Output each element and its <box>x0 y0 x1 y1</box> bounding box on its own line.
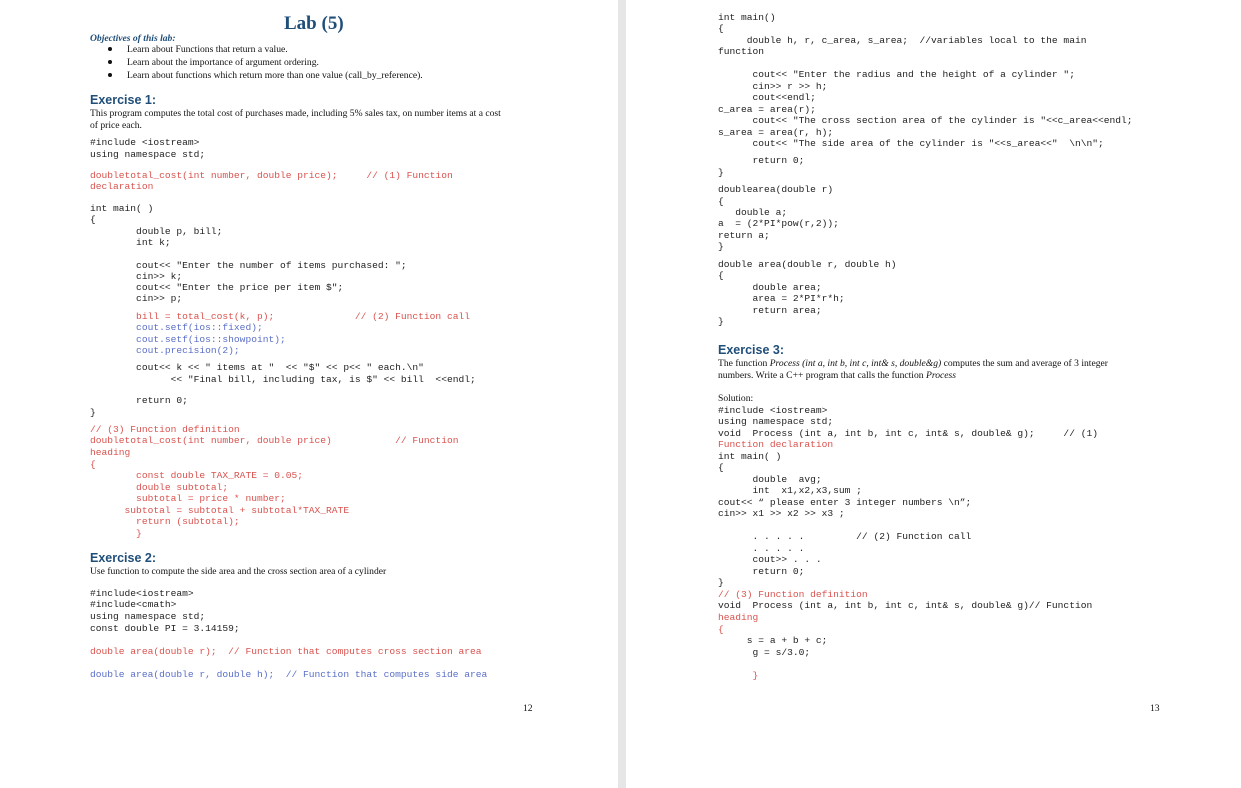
objective-item: Learn about functions which return more than one value (call_by_reference). <box>127 70 423 81</box>
code-line: cout<< “ please enter 3 integer numbers \n”; <box>718 497 972 508</box>
code-line: using namespace std; <box>718 416 834 427</box>
code-line: cin>> x1 >> x2 >> x3 ; <box>718 508 845 519</box>
function-declaration-line: doubletotal_cost(int number, double price); // (1) Function <box>90 170 453 181</box>
objective-item: Learn about the importance of argument ordering. <box>127 57 319 68</box>
code-line: int k; <box>90 237 171 248</box>
exercise-1-description: This program computes the total cost of purchases made, including 5% sales tax, on number items at a cost <box>90 108 501 119</box>
code-line: { <box>718 462 724 473</box>
code-line: #include <iostream> <box>718 405 828 416</box>
code-line: s = a + b + c; <box>718 635 828 646</box>
exercise-2-description: Use function to compute the side area and the cross section area of a cylinder <box>90 566 387 577</box>
objectives-heading: Objectives of this lab: <box>90 33 176 44</box>
page-12 <box>0 0 618 788</box>
solution-label: Solution: <box>718 393 754 404</box>
exercise-3-description: numbers. Write a C++ program that calls the function Process <box>718 370 956 381</box>
code-line: return 0; <box>90 395 188 406</box>
code-line: double area; <box>718 282 822 293</box>
code-line: . . . . . <box>718 543 805 554</box>
code-line: s_area = area(r, h); <box>718 127 834 138</box>
code-line: function <box>718 46 765 57</box>
code-line: int x1,x2,x3,sum ; <box>718 485 862 496</box>
code-line: { <box>718 23 724 34</box>
code-line: const double TAX_RATE = 0.05; <box>90 470 304 481</box>
code-line: a = (2*PI*pow(r,2)); <box>718 218 839 229</box>
code-line: #include<cmath> <box>90 599 177 610</box>
code-line: { <box>718 196 724 207</box>
function-declaration-line: declaration <box>90 181 154 192</box>
bullet-dot <box>108 60 112 64</box>
function-declaration-line: Function declaration <box>718 439 834 450</box>
function-call-line: . . . . . // (2) Function call <box>718 531 972 542</box>
code-line: cout<< k << " items at " << "$" << p<< " each.\n" <box>90 362 424 373</box>
code-line: int main( ) <box>718 451 782 462</box>
code-line: return (subtotal); <box>90 516 240 527</box>
code-line: cout<< "Enter the number of items purchased: "; <box>90 260 407 271</box>
code-line: cout.precision(2); <box>90 345 240 356</box>
function-heading-line: heading <box>90 447 131 458</box>
code-line: int main( ) <box>90 203 154 214</box>
code-line: { <box>90 214 96 225</box>
code-line: } <box>718 241 724 252</box>
code-line: cout.setf(ios::showpoint); <box>90 334 286 345</box>
code-line: } <box>718 316 724 327</box>
code-line: cin>> k; <box>90 271 183 282</box>
code-line: { <box>718 270 724 281</box>
function-call-line: bill = total_cost(k, p); // (2) Function call <box>90 311 470 322</box>
code-line: cin>> p; <box>90 293 183 304</box>
code-line: double h, r, c_area, s_area; //variables local to the main <box>718 35 1087 46</box>
function-heading-line: void Process (int a, int b, int c, int& s, double& g)// Function <box>718 600 1093 611</box>
code-line: double subtotal; <box>90 482 229 493</box>
code-line: cout>> . . . <box>718 554 822 565</box>
code-line: return a; <box>718 230 770 241</box>
code-line: #include <iostream> <box>90 137 200 148</box>
prototype-side-area: double area(double r, double h); // Function that computes side area <box>90 669 488 680</box>
code-line: using namespace std; <box>90 611 206 622</box>
code-line: } <box>718 167 724 178</box>
code-line: area = 2*PI*r*h; <box>718 293 845 304</box>
exercise-1-heading: Exercise 1: <box>90 93 157 107</box>
code-comment: // (3) Function definition <box>90 424 240 435</box>
function-heading-line: doubletotal_cost(int number, double price) // Function <box>90 435 459 446</box>
code-line: double avg; <box>718 474 822 485</box>
page-13 <box>626 0 1241 788</box>
bullet-dot <box>108 47 112 51</box>
code-line: double p, bill; <box>90 226 223 237</box>
code-line: double a; <box>718 207 788 218</box>
objective-item: Learn about Functions that return a value. <box>127 44 288 55</box>
code-line: c_area = area(r); <box>718 104 816 115</box>
code-line: void Process (int a, int b, int c, int& s, double& g); // (1) <box>718 428 1098 439</box>
code-comment: // (3) Function definition <box>718 589 868 600</box>
code-line: subtotal = subtotal + subtotal*TAX_RATE <box>90 505 350 516</box>
exercise-3-description: The function Process (int a, int b, int c, int& s, double&g) computes the sum and average of 3 integer <box>718 358 1108 369</box>
code-line: doublearea(double r) <box>718 184 834 195</box>
exercise-2-heading: Exercise 2: <box>90 551 157 565</box>
page-number: 12 <box>523 703 533 714</box>
code-line: cout<< "The cross section area of the cylinder is "<<c_area<<endl; <box>718 115 1133 126</box>
code-line: subtotal = price * number; <box>90 493 286 504</box>
code-line: << "Final bill, including tax, is $" << bill <<endl; <box>90 374 476 385</box>
bullet-dot <box>108 73 112 77</box>
code-line: g = s/3.0; <box>718 647 811 658</box>
exercise-1-description: of price each. <box>90 120 142 131</box>
function-heading-line: heading <box>718 612 759 623</box>
code-line: cout<< "Enter the radius and the height of a cylinder "; <box>718 69 1075 80</box>
code-line: cout<<endl; <box>718 92 816 103</box>
code-line: cout<< "The side area of the cylinder is "<<s_area<<" \n\n"; <box>718 138 1104 149</box>
code-line: } <box>90 407 96 418</box>
code-line: cin>> r >> h; <box>718 81 828 92</box>
code-line: } <box>718 670 759 681</box>
exercise-3-heading: Exercise 3: <box>718 343 785 357</box>
code-line: return 0; <box>718 566 805 577</box>
code-line: #include<iostream> <box>90 588 194 599</box>
code-line: { <box>90 459 96 470</box>
code-line: const double PI = 3.14159; <box>90 623 240 634</box>
code-line: { <box>718 624 724 635</box>
code-line: int main() <box>718 12 776 23</box>
code-line: return 0; <box>718 155 805 166</box>
code-line: double area(double r, double h) <box>718 259 897 270</box>
page-number: 13 <box>1150 703 1160 714</box>
code-line: } <box>718 577 724 588</box>
code-line: using namespace std; <box>90 149 206 160</box>
code-line: return area; <box>718 305 822 316</box>
prototype-cross-section: double area(double r); // Function that computes cross section area <box>90 646 482 657</box>
code-line: cout<< "Enter the price per item $"; <box>90 282 344 293</box>
lab-title: Lab (5) <box>284 13 344 34</box>
code-line: } <box>90 528 142 539</box>
code-line: cout.setf(ios::fixed); <box>90 322 263 333</box>
